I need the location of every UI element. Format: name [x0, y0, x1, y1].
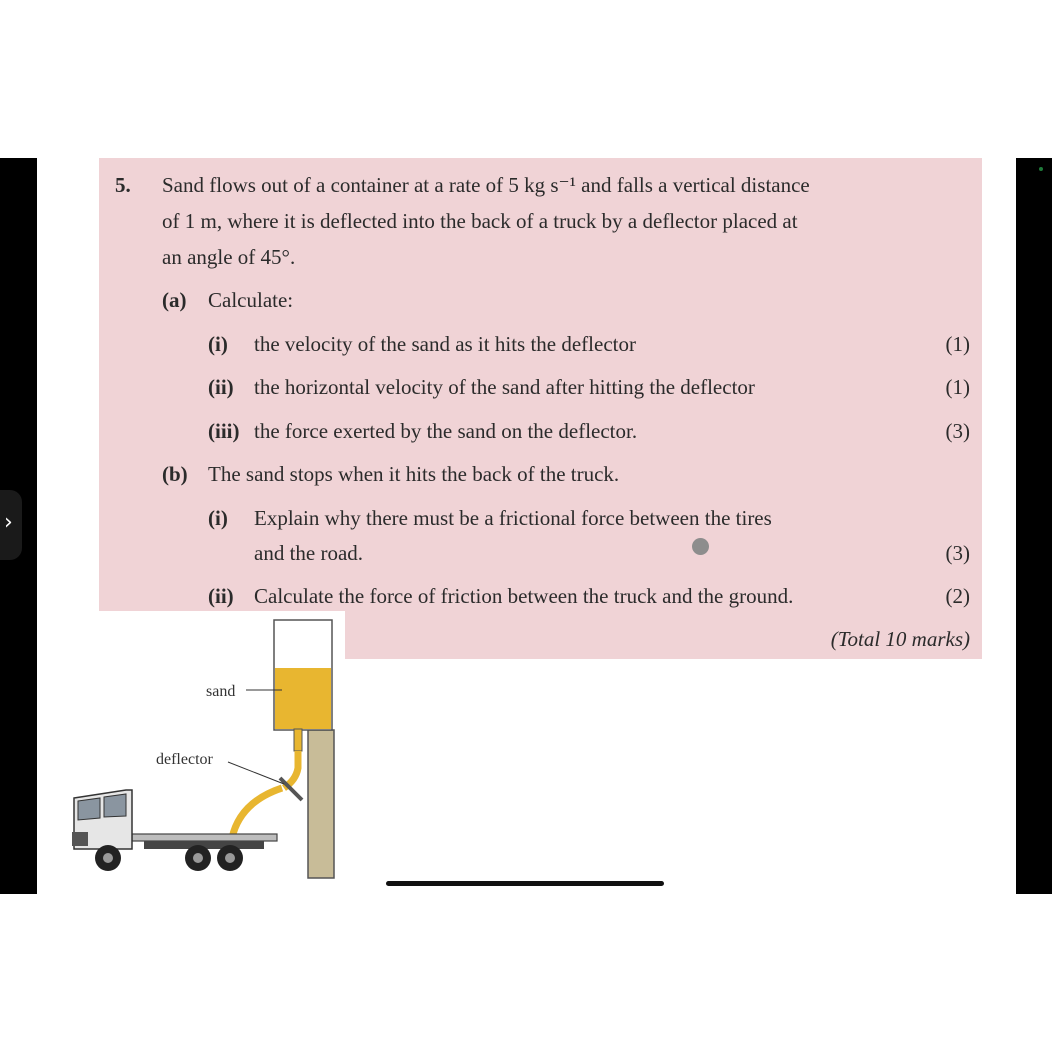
- right-black-bar: [1016, 158, 1052, 894]
- part-b-i-marks: (3): [945, 541, 970, 565]
- part-b-i-label: (i): [208, 506, 228, 530]
- deflector-label: deflector: [156, 751, 213, 768]
- sand-fill: [275, 668, 331, 729]
- side-panel-tab[interactable]: [0, 490, 22, 560]
- part-a-ii-marks: (1): [945, 375, 970, 399]
- part-a-label: (a): [162, 288, 187, 312]
- question-stem-line-3: an angle of 45°.: [162, 245, 296, 269]
- part-a-i-text: the velocity of the sand as it hits the deflector: [254, 332, 636, 356]
- question-number: 5.: [115, 173, 131, 197]
- support-column: [308, 730, 334, 878]
- truck-flatbed: [132, 834, 277, 841]
- truck-bumper: [72, 832, 88, 846]
- part-a-iii-marks: (3): [945, 419, 970, 443]
- part-b-ii-marks: (2): [945, 584, 970, 608]
- truck-window: [78, 798, 100, 820]
- part-a-ii-label: (ii): [208, 375, 234, 399]
- part-b-ii-label: (ii): [208, 584, 234, 608]
- part-a-ii-text: the horizontal velocity of the sand after hitting the deflector: [254, 375, 755, 399]
- part-b-label: (b): [162, 462, 188, 486]
- home-indicator[interactable]: [386, 881, 664, 886]
- truck-sand-diagram: [70, 618, 340, 880]
- part-a-iii-text: the force exerted by the sand on the deflector.: [254, 419, 638, 443]
- container-nozzle: [294, 729, 302, 751]
- question-stem-line-1: Sand flows out of a container at a rate of 5 kg s⁻¹ and falls a vertical distance: [162, 173, 810, 197]
- truck-side-window: [104, 794, 126, 817]
- deflected-sand: [232, 788, 282, 838]
- chevron-right-icon: ›: [4, 510, 13, 535]
- camera-indicator: [1039, 167, 1043, 171]
- part-b-text: The sand stops when it hits the back of the truck.: [208, 462, 620, 486]
- part-b-i-line-2: and the road.: [254, 541, 364, 565]
- sand-label: sand: [206, 683, 236, 700]
- part-a-i-marks: (1): [945, 332, 970, 356]
- part-a-iii-label: (iii): [208, 419, 240, 443]
- question-stem-line-2: of 1 m, where it is deflected into the back of a truck by a deflector placed at: [162, 209, 798, 233]
- total-marks: (Total 10 marks): [830, 627, 970, 651]
- pointer-cursor: [692, 538, 709, 555]
- part-a-i-label: (i): [208, 332, 228, 356]
- part-a-text: Calculate:: [208, 288, 294, 312]
- part-b-ii-text: Calculate the force of friction between the truck and the ground.: [254, 584, 794, 608]
- part-b-i-line-1: Explain why there must be a frictional force between the tires: [254, 506, 772, 530]
